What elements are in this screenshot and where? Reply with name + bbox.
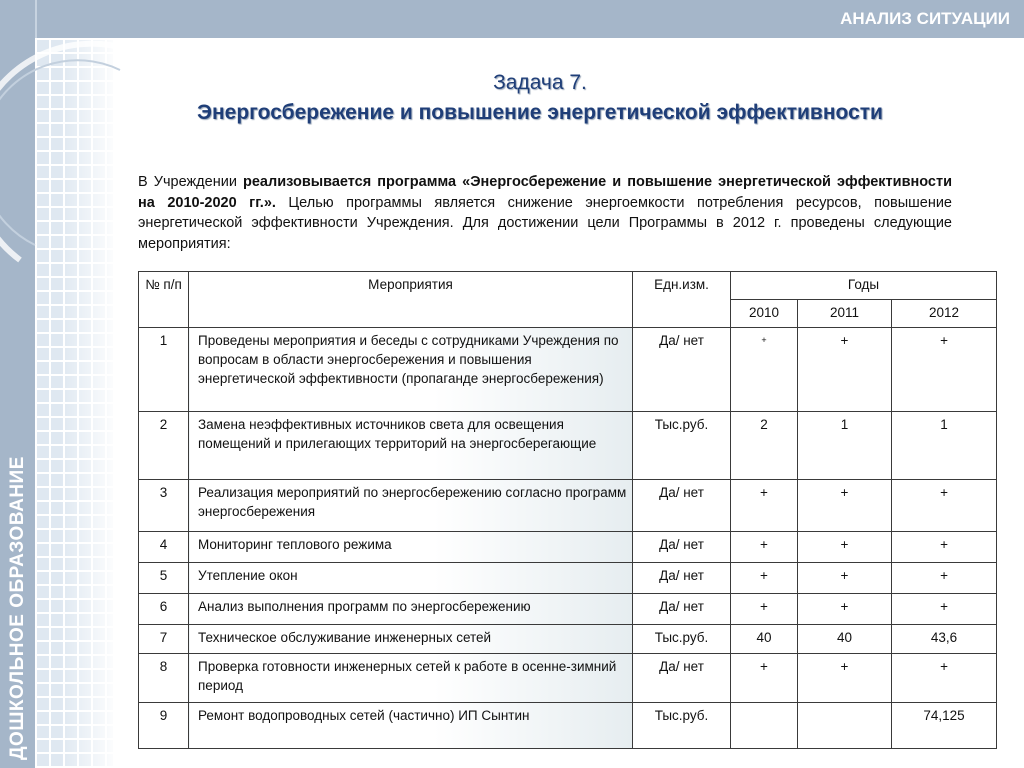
table-row (139, 412, 997, 480)
row-unit: Да/ нет (633, 563, 731, 594)
row-value-2010: + (731, 480, 798, 532)
table-row (139, 532, 997, 563)
header-year-2010: 2010 (731, 300, 798, 328)
table-row (139, 328, 997, 412)
table-row (139, 654, 997, 703)
row-value-2012: + (892, 480, 997, 532)
top-bar-divider (35, 0, 37, 38)
header-years: Годы (731, 272, 997, 300)
task-subtitle: Энергосбережение и повышение энергетической эффективности (197, 101, 883, 124)
row-num: 1 (139, 328, 189, 412)
row-num: 2 (139, 412, 189, 480)
row-value-2010: + (731, 654, 798, 703)
row-value-2011: + (798, 532, 892, 563)
row-value-2012: 74,125 (892, 703, 997, 749)
row-num: 7 (139, 625, 189, 654)
row-activity: Проведены мероприятия и беседы с сотрудниками Учреждения по вопросам в области энергосбережения и повышения энергетической эффективности (пропаганде энергосбережения) (189, 328, 633, 412)
row-num: 6 (139, 594, 189, 625)
row-activity: Мониторинг теплового режима (189, 532, 633, 563)
row-num: 4 (139, 532, 189, 563)
row-value-2012: 1 (892, 412, 997, 480)
row-activity: Замена неэффективных источников света для освещения помещений и прилегающих территорий на энергосберегающие (189, 412, 633, 480)
row-unit: Да/ нет (633, 654, 731, 703)
row-num: 3 (139, 480, 189, 532)
row-value-2011: 1 (798, 412, 892, 480)
header-unit: Едн.изм. (633, 272, 731, 328)
table-row (139, 594, 997, 625)
row-num: 9 (139, 703, 189, 749)
row-num: 5 (139, 563, 189, 594)
row-unit: Да/ нет (633, 532, 731, 563)
row-activity: Техническое обслуживание инженерных сетей (189, 625, 633, 654)
activities-table (138, 271, 997, 749)
row-unit: Да/ нет (633, 328, 731, 412)
section-title: АНАЛИЗ СИТУАЦИИ (840, 9, 1010, 28)
top-bar (0, 0, 1024, 38)
row-unit: Тыс.руб. (633, 625, 731, 654)
table-row (139, 480, 997, 532)
row-value-2011: 40 (798, 625, 892, 654)
table-row (139, 703, 997, 749)
row-value-2010: 2 (731, 412, 798, 480)
row-activity: Анализ выполнения программ по энергосбережению (189, 594, 633, 625)
header-activity: Мероприятия (189, 272, 633, 328)
row-value-2010: 40 (731, 625, 798, 654)
row-value-2011: + (798, 563, 892, 594)
table-row (139, 563, 997, 594)
intro-program-name: реализовывается программа «Энергосбережение и повышение энергетической эффективности на 2010-2020 гг.». (138, 174, 952, 211)
row-value-2012: 43,6 (892, 625, 997, 654)
row-unit: Да/ нет (633, 480, 731, 532)
row-value-2011: + (798, 480, 892, 532)
task-title: Задача 7. (493, 71, 587, 94)
row-num: 8 (139, 654, 189, 703)
row-value-2011: + (798, 328, 892, 412)
vertical-section-label: ДОШКОЛЬНОЕ ОБРАЗОВАНИЕ (7, 456, 28, 760)
row-activity: Утепление окон (189, 563, 633, 594)
table-row (139, 625, 997, 654)
header-year-2011: 2011 (798, 300, 892, 328)
row-value-2010: + (731, 563, 798, 594)
row-value-2010: + (731, 594, 798, 625)
row-value-2011 (798, 703, 892, 749)
header-year-2012: 2012 (892, 300, 997, 328)
row-value-2012: + (892, 594, 997, 625)
row-activity: Проверка готовности инженерных сетей к работе в осенне-зимний период (189, 654, 633, 703)
header-num: № п/п (139, 272, 189, 328)
row-value-2012: + (892, 654, 997, 703)
row-unit: Да/ нет (633, 594, 731, 625)
intro-lead: В Учреждении (138, 174, 243, 190)
row-value-2011: + (798, 594, 892, 625)
row-value-2010 (731, 703, 798, 749)
row-activity: Реализация мероприятий по энергосбережению согласно программ энергосбережения (189, 480, 633, 532)
row-value-2012: + (892, 563, 997, 594)
row-unit: Тыс.руб. (633, 703, 731, 749)
row-value-2011: + (798, 654, 892, 703)
row-unit: Тыс.руб. (633, 412, 731, 480)
intro-paragraph (138, 172, 952, 254)
row-value-2012: + (892, 328, 997, 412)
row-value-2010: + (731, 328, 798, 412)
row-value-2010: + (731, 532, 798, 563)
row-activity: Ремонт водопроводных сетей (частично) ИП Сынтин (189, 703, 633, 749)
row-value-2012: + (892, 532, 997, 563)
intro-rest: Целью программы является снижение энергоемкости потребления ресурсов, повышение энергетической эффективности Учреждения. Для достижении цели Программы в 2012 г. проведены следующие мероприятия: (138, 194, 952, 252)
